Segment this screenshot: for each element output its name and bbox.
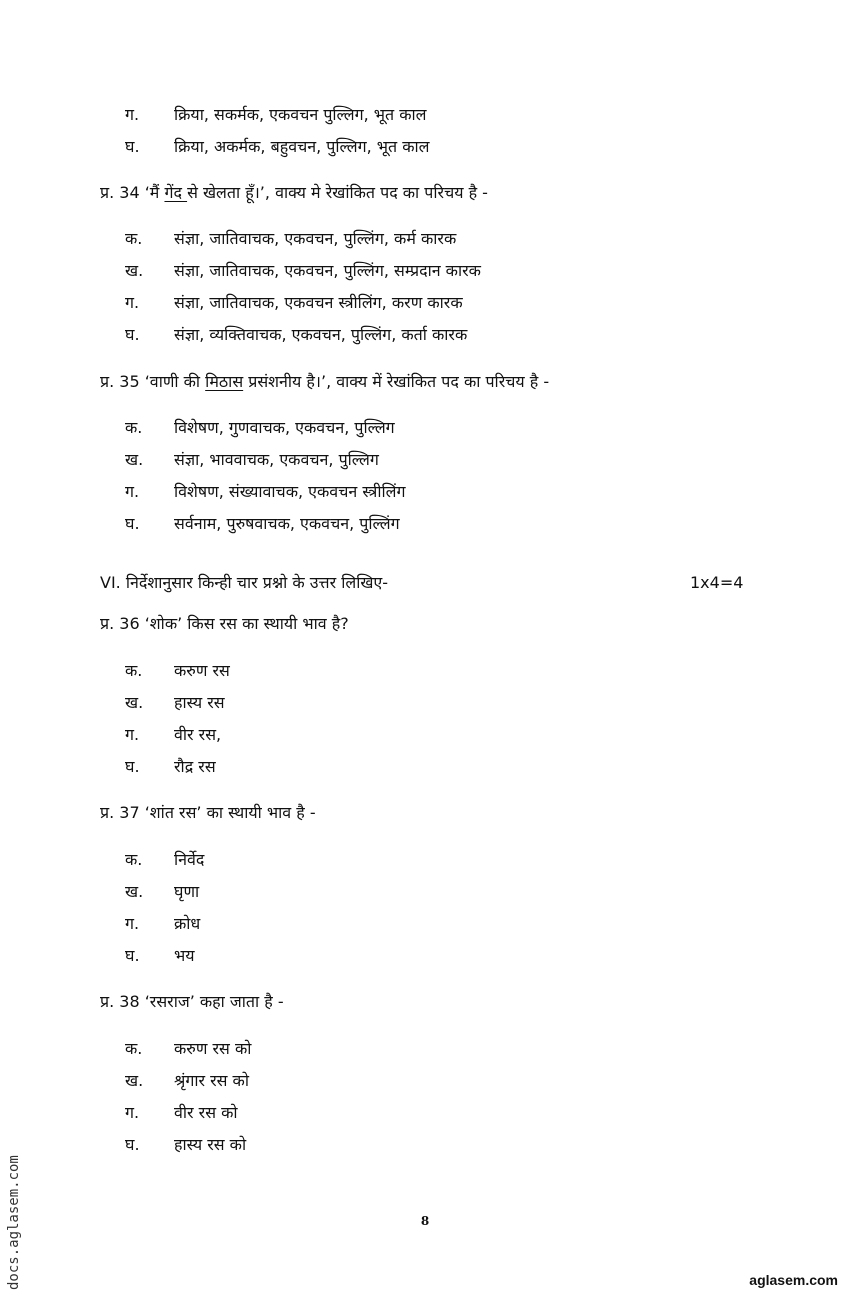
option-letter: ग. xyxy=(125,293,140,312)
question-38: प्र. 38 ‘रसराज’ कहा जाता है - xyxy=(100,992,284,1011)
option-text: संज्ञा, भाववाचक, एकवचन, पुल्लिग xyxy=(174,450,379,469)
option-letter: घ. xyxy=(125,757,140,776)
option-text: हास्य रस xyxy=(174,693,225,712)
option-text: हास्य रस को xyxy=(174,1135,247,1154)
question-35: प्र. 35 ‘वाणी की मिठास प्रसंशनीय है।’, वाक्य में रेखांकित पद का परिचय है - xyxy=(100,372,550,391)
underlined-word: गेंद xyxy=(164,183,188,202)
question-36: प्र. 36 ‘शोक’ किस रस का स्थायी भाव है? xyxy=(100,614,349,633)
option-letter: क. xyxy=(125,850,143,869)
option-text: करुण रस xyxy=(174,661,230,680)
option-text: घृणा xyxy=(174,882,200,901)
option-text: संज्ञा, व्यक्तिवाचक, एकवचन, पुल्लिंग, कर्ता कारक xyxy=(174,325,468,344)
option-letter: घ. xyxy=(125,137,140,156)
side-watermark: docs.aglasem.com xyxy=(6,1155,22,1290)
option-letter: ख. xyxy=(125,882,144,901)
option-letter: ख. xyxy=(125,693,144,712)
option-letter: ग. xyxy=(125,482,140,501)
question-37: प्र. 37 ‘शांत रस’ का स्थायी भाव है - xyxy=(100,803,316,822)
option-text: भय xyxy=(174,946,195,965)
option-letter: घ. xyxy=(125,514,140,533)
option-text: संज्ञा, जातिवाचक, एकवचन, पुल्लिंग, सम्प्रदान कारक xyxy=(174,261,481,280)
option-letter: क. xyxy=(125,1039,143,1058)
section-heading: VI. निर्देशानुसार किन्ही चार प्रश्नो के उत्तर लिखिए- xyxy=(100,573,389,592)
section-marks: 1x4=4 xyxy=(690,573,744,592)
option-letter: ख. xyxy=(125,261,144,280)
option-text: विशेषण, संख्यावाचक, एकवचन स्त्रीलिंग xyxy=(174,482,406,501)
option-text: रौद्र रस xyxy=(174,757,216,776)
option-letter: ग. xyxy=(125,105,140,124)
option-letter: क. xyxy=(125,418,143,437)
option-text: वीर रस, xyxy=(174,725,222,744)
option-letter: ग. xyxy=(125,1103,140,1122)
underlined-word: मिठास xyxy=(205,372,244,391)
option-text: वीर रस को xyxy=(174,1103,238,1122)
option-letter: घ. xyxy=(125,325,140,344)
option-text: क्रिया, अकर्मक, बहुवचन, पुल्लिग, भूत काल xyxy=(174,137,430,156)
option-text: क्रोध xyxy=(174,914,201,933)
option-letter: ग. xyxy=(125,914,140,933)
question-34: प्र. 34 ‘मैं गेंद से खेलता हूँ।’, वाक्य मे रेखांकित पद का परिचय है - xyxy=(100,183,488,202)
option-text: विशेषण, गुणवाचक, एकवचन, पुल्लिग xyxy=(174,418,395,437)
option-text: संज्ञा, जातिवाचक, एकवचन, पुल्लिंग, कर्म कारक xyxy=(174,229,457,248)
footer-brand: aglasem.com xyxy=(749,1272,838,1288)
option-letter: ग. xyxy=(125,725,140,744)
option-letter: ख. xyxy=(125,450,144,469)
option-letter: ख. xyxy=(125,1071,144,1090)
option-text: क्रिया, सकर्मक, एकवचन पुल्लिग, भूत काल xyxy=(174,105,427,124)
option-letter: क. xyxy=(125,229,143,248)
option-text: करुण रस को xyxy=(174,1039,252,1058)
page-number: 8 xyxy=(420,1214,430,1228)
option-text: सर्वनाम, पुरुषवाचक, एकवचन, पुल्लिंग xyxy=(174,514,400,533)
option-letter: घ. xyxy=(125,1135,140,1154)
option-text: निर्वेद xyxy=(174,850,205,869)
option-letter: घ. xyxy=(125,946,140,965)
option-letter: क. xyxy=(125,661,143,680)
option-text: श्रृंगार रस को xyxy=(174,1071,249,1090)
option-text: संज्ञा, जातिवाचक, एकवचन स्त्रीलिंग, करण कारक xyxy=(174,293,463,312)
